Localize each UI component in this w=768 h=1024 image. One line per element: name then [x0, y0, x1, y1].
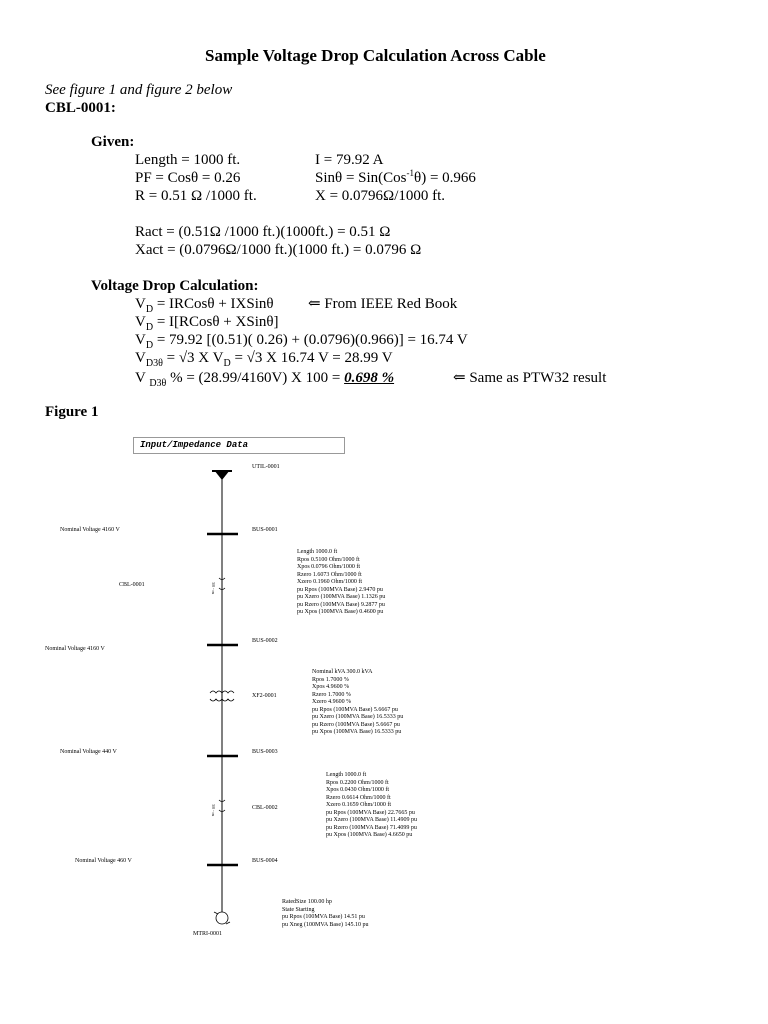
cbl-0002-label: CBL-0002	[252, 805, 278, 811]
xf2-0001-label: XF2-0001	[252, 693, 277, 699]
cable-id: CBL-0001:	[45, 100, 116, 116]
calc-note-ptw: ⇐ Same as PTW32 result	[453, 370, 607, 386]
bus-0004-label: BUS-0004	[252, 858, 278, 864]
given-x: X = 0.0796Ω/1000 ft.	[315, 188, 446, 204]
cbl-0002-size: 3/0 - cu	[211, 804, 216, 817]
motor-data: RatedSize 100.00 hp State Starting pu Rpos (100MVA Base) 14.51 pu pu Xneg (100MVA Base) 145.10 pu	[282, 899, 369, 928]
page-title: Sample Voltage Drop Calculation Across Cable	[205, 46, 546, 65]
bus-0002-label: BUS-0002	[252, 638, 278, 644]
motor-icon	[214, 912, 230, 924]
given-length: Length = 1000 ft.	[135, 152, 241, 168]
given-current: I = 79.92 A	[315, 152, 384, 168]
nominal-voltage-1: Nominal Voltage 4160 V	[60, 527, 120, 533]
cbl-0001-label: CBL-0001	[119, 582, 145, 588]
calc-line-4: $V_{D3\theta} = √3$ X $V_D = √3$ X 16.74 V = 28.99 V	[135, 350, 393, 369]
bus-0003-label: BUS-0003	[252, 749, 278, 755]
util-label: UTIL-0001	[252, 464, 280, 470]
given-sin: Sinθ = Sin(Cos$^{-1}$θ) = 0.966	[315, 168, 476, 186]
calc-line-2: $V_D$ = I[RCosθ + XSinθ]	[135, 314, 279, 333]
result-value: 0.698 %	[344, 370, 395, 386]
xf2-0001-data: Nominal kVA 300.0 kVA Rpos 1.7000 % Xpos 4.9600 % Rzero 1.7000 % Xzero 4.9600 % pu Rpos (100MVA Base) 5.6667 pu pu Xzero (100MVA Base) 16.5333 pu pu Rzero (100MVA Base) 5.6667 pu pu Xpos (100MVA Base) 16.5333 pu	[312, 669, 404, 735]
utility-source-icon	[212, 470, 232, 480]
calc-note-ieee: ⇐ From IEEE Red Book	[308, 296, 458, 312]
nominal-voltage-4: Nominal Voltage 460 V	[75, 858, 132, 864]
ract-line: Ract = (0.51Ω /1000 ft.)(1000ft.) = 0.51 Ω	[135, 224, 391, 240]
calc-line-1: $V_D$ = IRCosθ + IXSinθ	[135, 296, 274, 315]
cbl-0002-data: Length 1000.0 ft Rpos 0.2200 Ohm/1000 ft Xpos 0.0430 Ohm/1000 ft Rzero 0.6614 Ohm/1000 ft Xzero 0.1659 Ohm/1000 ft pu Rpos (100MVA Base) 22.7665 pu pu Xzero (100MVA Base) 11.4909 pu pu Rzero (100MVA Base) 71.4099 pu pu Xpos (100MVA Base) 4.6650 pu	[326, 772, 417, 838]
bus-0001-label: BUS-0001	[252, 527, 278, 533]
calc-line-3: $V_D = 79.92$ [(0.51)( 0.26) + (0.0796)(0.966)] = 16.74 V	[135, 332, 468, 351]
nominal-voltage-3: Nominal Voltage 440 V	[60, 749, 117, 755]
calc-heading: Voltage Drop Calculation:	[91, 278, 259, 294]
motor-label: MTRI-0001	[193, 931, 222, 937]
cbl-0001-size: 3/0 - cu	[211, 582, 216, 595]
diagram-header: Input/Impedance Data	[140, 440, 249, 450]
given-heading: Given:	[91, 134, 135, 150]
figure-label: Figure 1	[45, 404, 99, 420]
nominal-voltage-2: Nominal Voltage 4160 V	[45, 646, 105, 652]
xact-line: Xact = (0.0796Ω/1000 ft.)(1000 ft.) = 0.0796 Ω	[135, 242, 422, 258]
given-r: R = 0.51 Ω /1000 ft.	[135, 188, 257, 204]
calc-line-5: V $_{D3\theta}$ % = (28.99/4160V) X 100 = 0.698 %	[135, 370, 395, 389]
intro-text: See figure 1 and figure 2 below	[45, 82, 233, 98]
given-pf: PF = Cosθ = 0.26	[135, 170, 241, 186]
cbl-0001-data: Length 1000.0 ft Rpos 0.5100 Ohm/1000 ft Xpos 0.0796 Ohm/1000 ft Rzero 1.6073 Ohm/1000 ft Xzero 0.1960 Ohm/1000 ft pu Rpos (100MVA Base) 2.9470 pu pu Xzero (100MVA Base) 1.1326 pu pu Rzero (100MVA Base) 9.2877 pu pu Xpos (100MVA Base) 0.4600 pu	[297, 549, 386, 615]
